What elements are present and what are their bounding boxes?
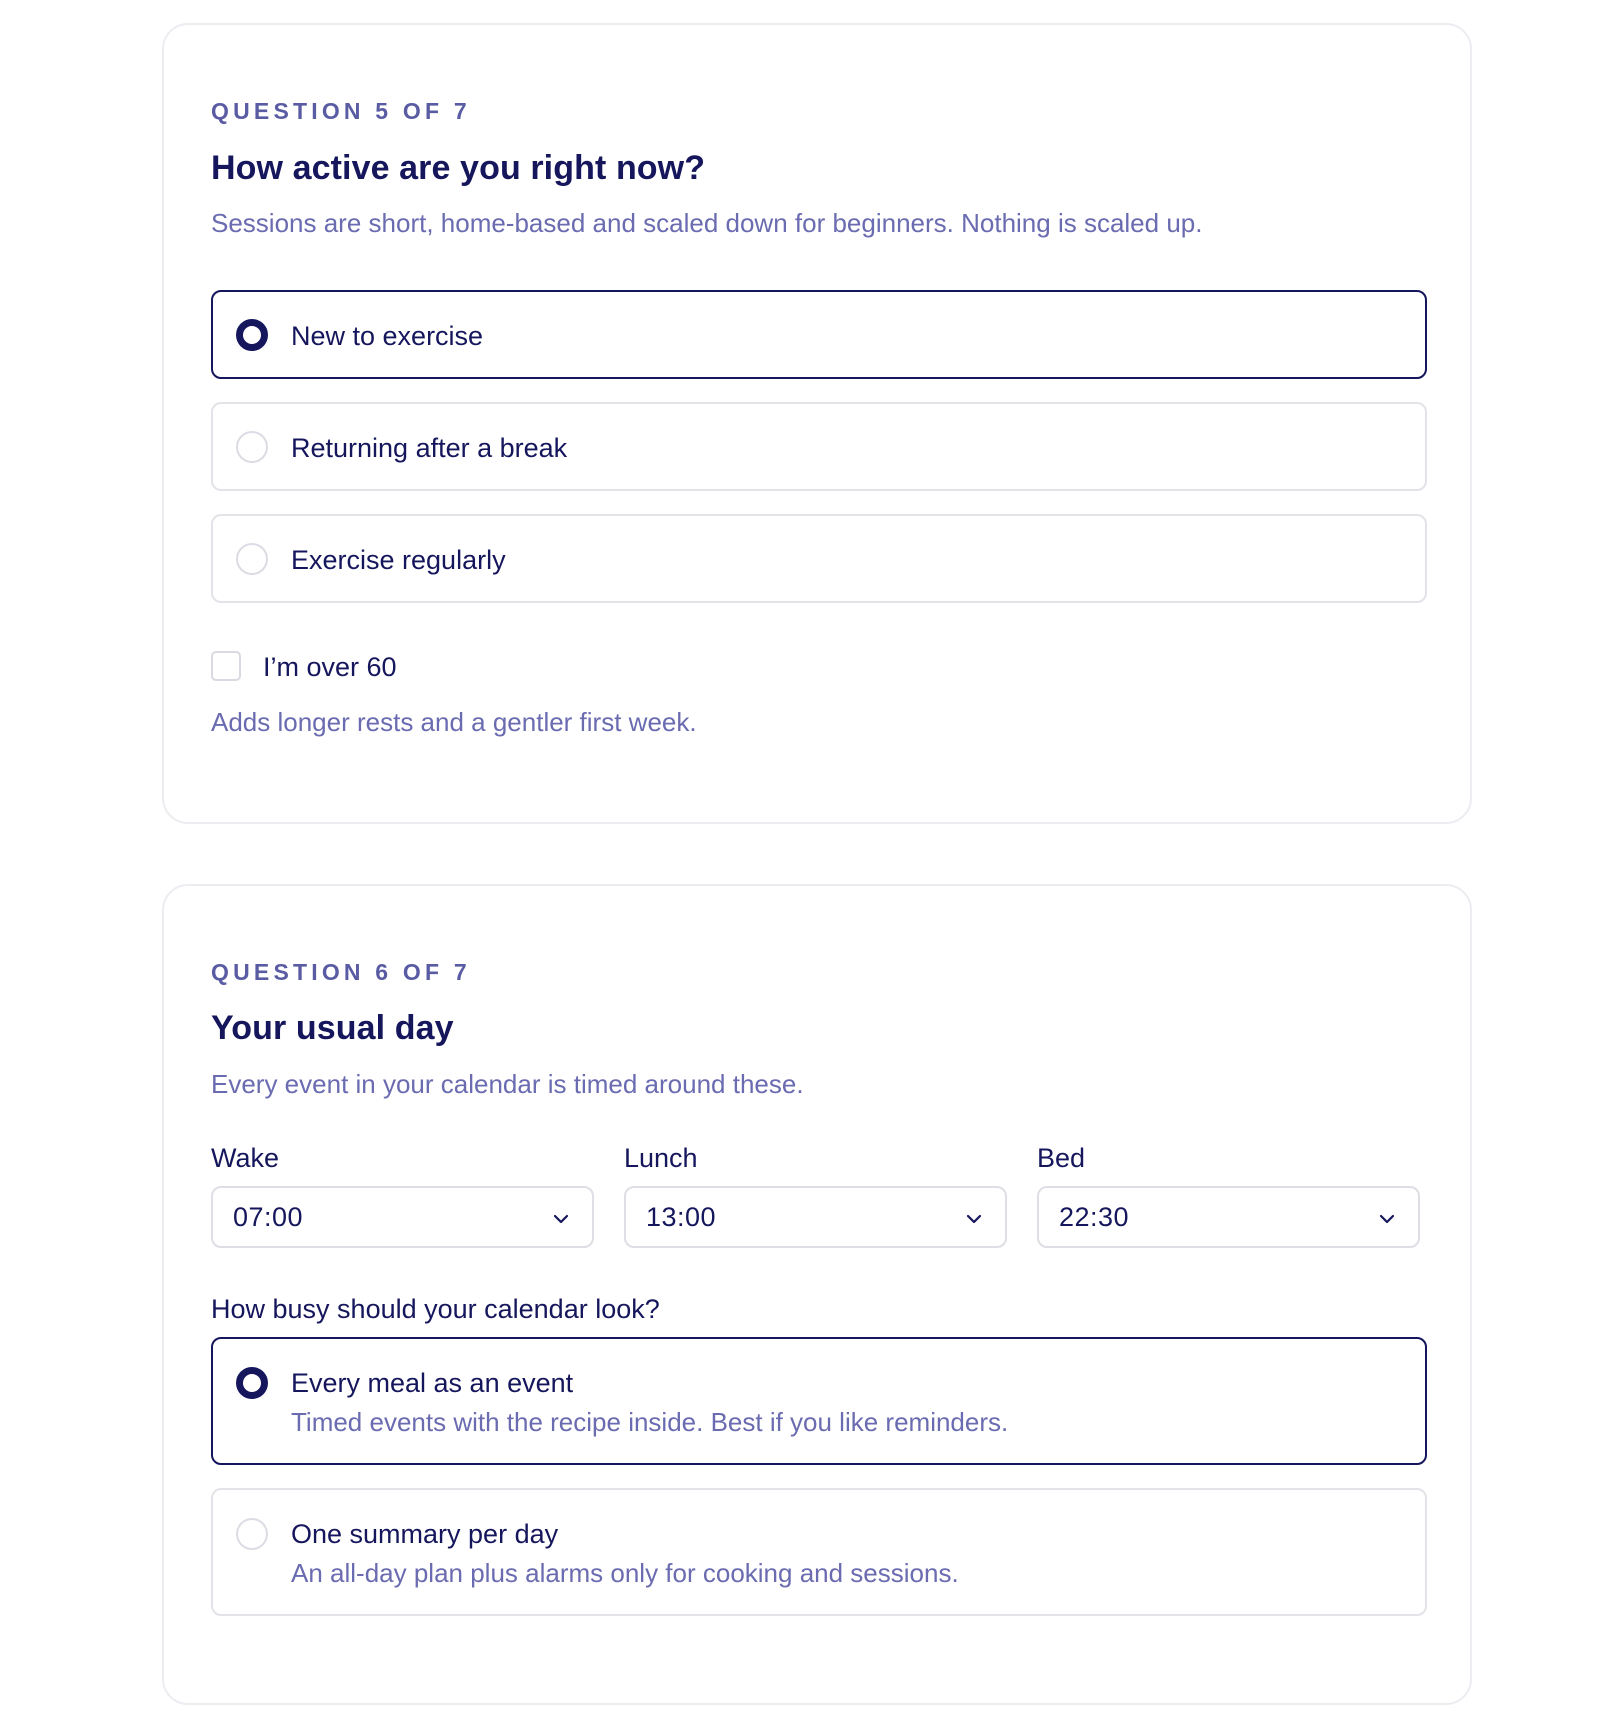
activity-option-label: Returning after a break (291, 433, 568, 463)
question-5-title: How active are you right now? (211, 149, 706, 187)
chevron-down-icon (963, 1208, 985, 1230)
radio-selected-icon[interactable] (236, 1367, 268, 1399)
calendar-option-description: Timed events with the recipe inside. Best if you like reminders. (291, 1407, 1009, 1437)
calendar-option-label: Every meal as an event (291, 1368, 574, 1398)
bed-time-value: 22:30 (1059, 1202, 1130, 1232)
calendar-question-label: How busy should your calendar look? (211, 1294, 660, 1324)
calendar-option-description: An all-day plan plus alarms only for cooking and sessions. (291, 1558, 959, 1588)
lunch-time-value: 13:00 (646, 1202, 717, 1232)
activity-option-label: New to exercise (291, 321, 484, 351)
question-6-eyebrow: QUESTION 6 OF 7 (211, 959, 471, 985)
bed-label: Bed (1037, 1143, 1086, 1173)
question-6-subtitle: Every event in your calendar is timed around these. (211, 1069, 804, 1099)
calendar-option-every-meal[interactable] (211, 1337, 1427, 1465)
activity-option-label: Exercise regularly (291, 545, 506, 575)
lunch-label: Lunch (624, 1143, 698, 1173)
over-60-hint: Adds longer rests and a gentler first week. (211, 707, 697, 737)
chevron-down-icon (1376, 1208, 1398, 1230)
wake-label: Wake (211, 1143, 280, 1173)
question-5-card (162, 23, 1472, 824)
radio-unselected-icon[interactable] (236, 1518, 268, 1550)
chevron-down-icon (550, 1208, 572, 1230)
over-60-checkbox[interactable] (211, 651, 241, 681)
question-5-subtitle: Sessions are short, home-based and scaled down for beginners. Nothing is scaled up. (211, 208, 1203, 238)
activity-option-new[interactable] (211, 290, 1427, 379)
question-6-card (162, 884, 1472, 1705)
wake-time-select[interactable] (211, 1186, 594, 1248)
question-5-eyebrow: QUESTION 5 OF 7 (211, 98, 471, 124)
bed-time-select[interactable] (1037, 1186, 1420, 1248)
lunch-time-select[interactable] (624, 1186, 1007, 1248)
activity-option-returning[interactable] (211, 402, 1427, 491)
activity-option-regular[interactable] (211, 514, 1427, 603)
radio-unselected-icon[interactable] (236, 543, 268, 575)
over-60-label[interactable]: I’m over 60 (263, 652, 397, 682)
wake-time-value: 07:00 (233, 1202, 304, 1232)
radio-unselected-icon[interactable] (236, 431, 268, 463)
calendar-option-label: One summary per day (291, 1519, 559, 1549)
calendar-option-summary[interactable] (211, 1488, 1427, 1616)
radio-selected-icon[interactable] (236, 319, 268, 351)
question-6-title: Your usual day (211, 1009, 454, 1047)
